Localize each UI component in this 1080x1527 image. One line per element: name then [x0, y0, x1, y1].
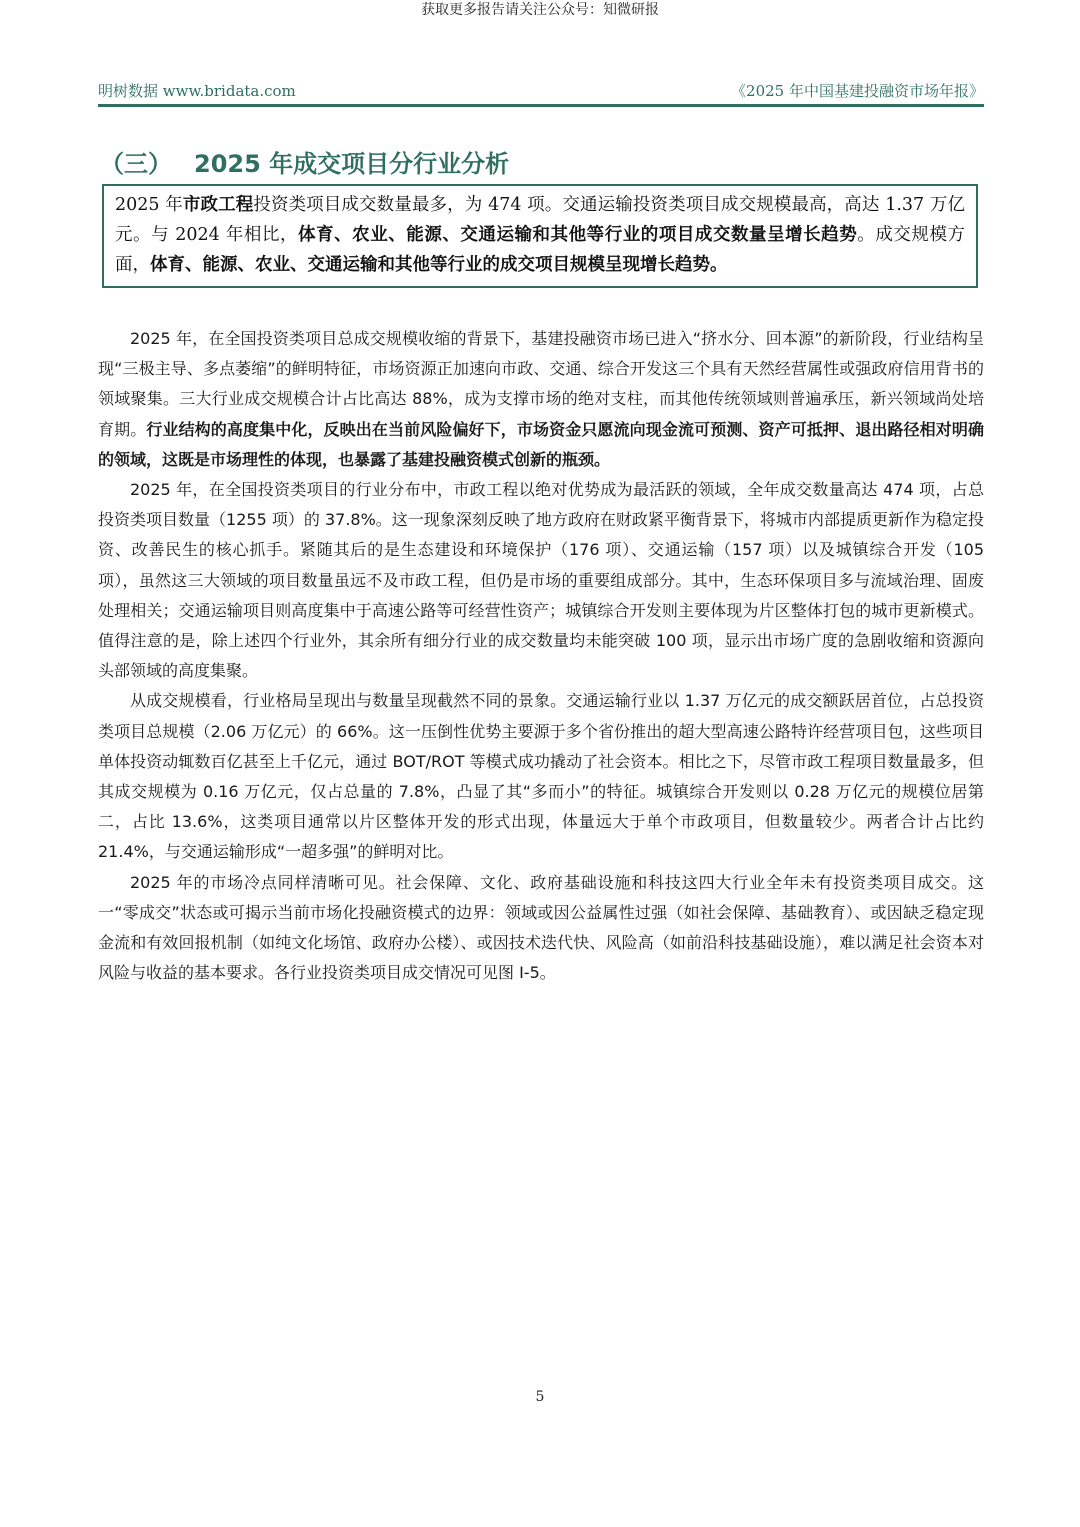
section-heading — [100, 144, 509, 179]
page-header — [98, 80, 984, 104]
section-title-text: 2025 年成交项目分行业分析 — [194, 150, 510, 178]
section-number: （三） — [100, 150, 172, 178]
watermark-text: 获取更多报告请关注公众号：知微研报 — [421, 2, 659, 18]
summary-text-2: 投资类项目成交数量最多，为 474 项。交通运输投资类项目成交规模最高，高达 1.37 万亿元。与 2024 年相比， — [115, 195, 965, 245]
summary-highlight-municipal: 市政工程 — [182, 195, 254, 215]
body-content — [98, 324, 984, 988]
summary-text-1: 2025 年 — [115, 195, 183, 215]
summary-highlight-count-growth: 体育、农业、能源、交通运输和其他等行业的项目成交数量呈增长趋势 — [298, 225, 858, 245]
paragraph-4: 2025 年的市场冷点同样清晰可见。社会保障、文化、政府基础设施和科技这四大行业全年未有投资类项目成交。这一“零成交”状态或可揭示当前市场化投融资模式的边界：领域或因公益属性过强（如社会保障、基础教育）、或因缺乏稳定现金流和有效回报机制（如纯文化场馆、政府办公楼）、或因技术迭代快、风险高（如前沿科技基础设施），难以满足社会资本对风险与收益的基本要求。各行业投资类项目成交情况可见图 I-5。 — [98, 872, 984, 983]
header-divider — [98, 104, 984, 107]
summary-highlight-scale-growth: 体育、能源、农业、交通运输和其他等行业的成交项目规模呈现增长趋势。 — [150, 255, 728, 275]
paragraph-1 — [98, 324, 984, 475]
paragraph-2: 2025 年，在全国投资类项目的行业分布中，市政工程以绝对优势成为最活跃的领域，全年成交数量高达 474 项，占总投资类项目数量（1255 项）的 37.8%。这一现象深刻反映了地方政府在财政紧平衡背景下，将城市内部提质更新作为稳定投资、改善民生的核心抓手。紧随其后的是生态建设和环境保护（176 项）、交通运输（157 项）以及城镇综合开发（105 项），虽然这三大领域的项目数量虽远不及市政工程，但仍是市场的重要组成部分。其中，生态环保项目多与流域治理、固废处理相关；交通运输项目则高度集中于高速公路等可经营性资产；城镇综合开发则主要体现为片区整体打包的城市更新模式。值得注意的是，除上述四个行业外，其余所有细分行业的成交数量均未能突破 100 项，显示出市场广度的急剧收缩和资源向头部领域的高度集聚。 — [98, 480, 984, 681]
header-report-title: 《2025 年中国基建投融资市场年报》 — [731, 82, 984, 100]
summary-text-3: 。成交规模方面， — [115, 225, 965, 275]
paragraph-1-emphasis: 行业结构的高度集中化，反映出在当前风险偏好下，市场资金只愿流向现金流可预测、资产可抵押、退出路径相对明确的领域，这既是市场理性的体现，也暴露了基建投融资模式创新的瓶颈。 — [98, 419, 984, 469]
header-publisher: 明树数据 www.bridata.com — [98, 82, 296, 100]
paragraph-3: 从成交规模看，行业格局呈现出与数量呈现截然不同的景象。交通运输行业以 1.37 万亿元的成交额跃居首位，占总投资类项目总规模（2.06 万亿元）的 66%。这一压倒性优势主要源于多个省份推出的超大型高速公路特许经营项目包，这些项目单体投资动辄数百亿甚至上千亿元，通过 BOT/ROT 等模式成功撬动了社会资本。相比之下，尽管市政工程项目数量最多，但其成交规模为 0.16 万亿元，仅占总量的 7.8%，凸显了其“多而小”的特征。城镇综合开发则以 0.28 万亿元的规模位居第二，占比 13.6%，这类项目通常以片区整体开发的形式出现，体量远大于单个市政项目，但数量较少。两者合计占比约 21.4%，与交通运输形成“一超多强”的鲜明对比。 — [98, 691, 984, 862]
paragraph-1-text: 2025 年，在全国投资类项目总成交规模收缩的背景下，基建投融资市场已进入“挤水分、回本源”的新阶段，行业结构呈现“三极主导、多点萎缩”的鲜明特征，市场资源正加速向市政、交通、综合开发这三个具有天然经营属性或强政府信用背书的领域聚集。三大行业成交规模合计占比高达 88%，成为支撑市场的绝对支柱，而其他传统领域则普遍承压，新兴领域尚处培育期。 — [98, 329, 984, 439]
summary-box — [102, 184, 978, 288]
page-number: 5 — [535, 1389, 545, 1405]
